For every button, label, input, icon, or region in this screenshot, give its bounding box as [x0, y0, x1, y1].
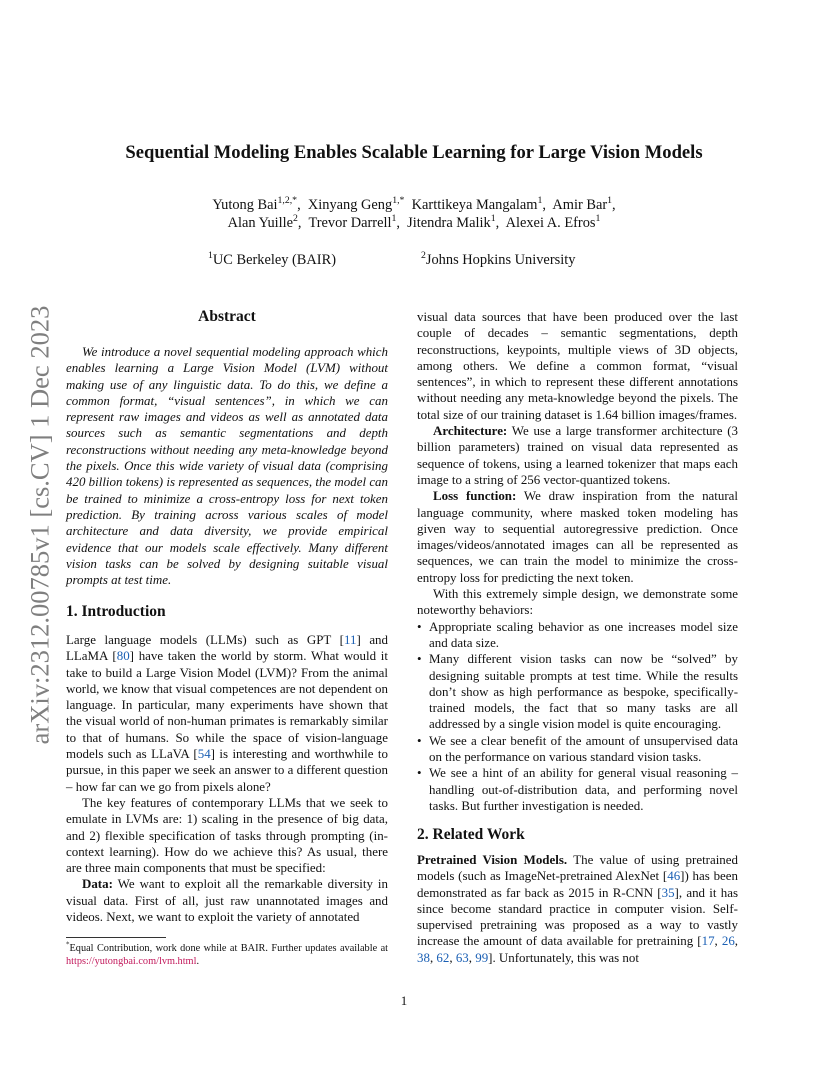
abstract-heading: Abstract	[198, 308, 256, 325]
right-column	[417, 309, 738, 814]
footnote-url-link[interactable]: https://yutongbai.com/lvm.html	[66, 956, 197, 967]
paragraph: Loss function: We draw inspiration from the natural language community, where masked token modeling has given way to sequential autoregressive prediction. Once images/videos/annotated images can all be represented as sequences, we can train the model to minimize the cross-entropy loss for predicting the next token.	[417, 488, 738, 585]
page-number: 1	[400, 993, 408, 1008]
citation-link[interactable]: 11	[343, 632, 357, 647]
section-heading-related-work: 2. Related Work	[417, 826, 525, 843]
footnote-rule	[66, 937, 166, 938]
citation-link[interactable]: 80	[116, 648, 130, 664]
author: Yutong Bai$^{1,2,*}$	[212, 195, 298, 213]
paragraph: Large language models (LLMs) such as GPT [11] and LLaMA [80] have taken the world by storm. What would it take to build a Large Vision Model (LVM)? From the animal world, we know that visual competences are not dependent on language. In particular, many experiments have shown that the visual world of non-human primates is remarkably similar to that of humans. So while the space of vision-language models such as LLaVA [54] is interesting and worthwhile to pursue, in this paper we seek an answer to a different question – how far can we go from pixels alone?	[66, 632, 388, 794]
author: Karttikeya Mangalam$^1$	[411, 195, 543, 213]
citation-link[interactable]: 62	[436, 949, 450, 965]
affiliation-2: $^2$Johns Hopkins University	[421, 250, 576, 268]
list-item: • We see a clear benefit of the amount of unsupervised data on the performance on various standard vision tasks.	[417, 733, 738, 766]
author-line-1: Yutong Bai$^{1,2,*}$, Xinyang Geng$^{1,*}$ Karttikeya Mangalam$^1$, Amir Bar$^1$,	[212, 195, 616, 213]
author: Alexei A. Efros$^1$	[505, 213, 601, 231]
citation-link[interactable]: 26	[721, 933, 735, 949]
citation-link[interactable]: 46	[667, 868, 681, 884]
author: Trevor Darrell$^1$	[308, 213, 397, 231]
arxiv-margin-identifier	[20, 290, 60, 760]
list-item: • Many different vision tasks can now be “solved” by designing suitable prompts at test time. While the results don’t show as high performance as bespoke, specifically-trained models, the fact that so many tasks are all addressed by a single vision model is quite encouraging.	[417, 651, 738, 732]
section-heading-introduction: 1. Introduction	[66, 603, 166, 620]
paragraph: visual data sources that have been produced over the last couple of decades – semantic segmentations, depth reconstructions, keypoints, multiple views of 3D objects, among others. We define a common format, “visual sentences”, in which to represent these different annotations without needing any meta-knowledge beyond the pixels. The total size of our training dataset is 1.64 billion images/frames.	[417, 309, 738, 422]
affiliation-1: $^1$UC Berkeley (BAIR)	[208, 250, 336, 268]
behavior-list	[417, 619, 738, 815]
author-list	[0, 196, 828, 232]
paragraph: The key features of contemporary LLMs that we seek to emulate in LVMs are: 1) scaling in the presence of big data, and 2) flexible specification of tasks through prompting (in-context learning). How do we achieve this? As usual, there are three main components that must be specified:	[66, 794, 388, 876]
paragraph: Architecture: We use a large transformer architecture (3 billion parameters) trained on visual data represented as sequence of tokens, using a learned tokenizer that maps each image to a string of 256 vector-quantized tokens.	[417, 423, 738, 487]
citation-link[interactable]: 35	[661, 884, 675, 900]
paragraph: Data: We want to exploit all the remarkable diversity in visual data. First of all, just raw unannotated images and videos. Next, we want to exploit the variety of annotated	[66, 876, 388, 925]
citation-link[interactable]: 99	[475, 949, 489, 965]
citation-link[interactable]: 54	[197, 746, 211, 762]
author-line-2: Alan Yuille$^2$, Trevor Darrell$^1$, Jitendra Malik$^1$, Alexei A. Efros$^1$	[227, 213, 601, 231]
paragraph: Pretrained Vision Models. The value of using pretrained models (such as ImageNet-pretrained AlexNet [46]) has been demonstrated as far back as 2015 in R-CNN [35], and it has since become standard practice in computer vision. Self-supervised pretraining was proposed as a way to vastly increase the amount of data available for pretraining [17, 26, 38, 62, 63, 99]. Unfortunately, this was not	[417, 852, 739, 965]
footnote: *Equal Contribution, work done while at BAIR. Further updates available at https://yutongbai.com/lvm.html.	[66, 940, 388, 967]
citation-link[interactable]: 17	[701, 933, 715, 949]
citation-link[interactable]: 63	[455, 949, 469, 965]
related-work-body	[417, 852, 738, 966]
list-item: • We see a hint of an ability for general visual reasoning – handling out-of-distribution data, and performing novel tasks. But further investigation is needed.	[417, 765, 738, 814]
introduction-body	[66, 632, 388, 925]
list-item: • Appropriate scaling behavior as one increases model size and data size.	[417, 619, 738, 652]
author: Jitendra Malik$^1$	[407, 213, 496, 231]
author: Alan Yuille$^2$	[227, 213, 298, 231]
author: Xinyang Geng$^{1,*}$	[307, 195, 405, 213]
arxiv-id-text: arXiv:2312.00785v1 [cs.CV] 1 Dec 2023	[24, 305, 55, 745]
paper-title: Sequential Modeling Enables Scalable Learning for Large Vision Models	[125, 142, 703, 163]
citation-link[interactable]: 38	[417, 949, 430, 965]
author: Amir Bar$^1$	[552, 195, 613, 213]
paragraph: With this extremely simple design, we demonstrate some noteworthy behaviors:	[417, 586, 738, 618]
abstract-text: We introduce a novel sequential modeling approach which enables learning a Large Vision Model (LVM) without making use of any linguistic data. To do this, we define a common format, “visual sentences”, in which we can represent raw images and videos as well as annotated data sources such as semantic segmentations and depth reconstructions without needing any meta-knowledge beyond the pixels. Once this wide variety of visual data (comprising 420 billion tokens) is represented as sequences, the model can be trained to minimize a cross-entropy loss for next token prediction. By training across various scales of model architecture and data diversity, we provide empirical evidence that our models scale effectively. Many different vision tasks can be solved by designing suitable visual prompts at test time.	[66, 344, 388, 588]
